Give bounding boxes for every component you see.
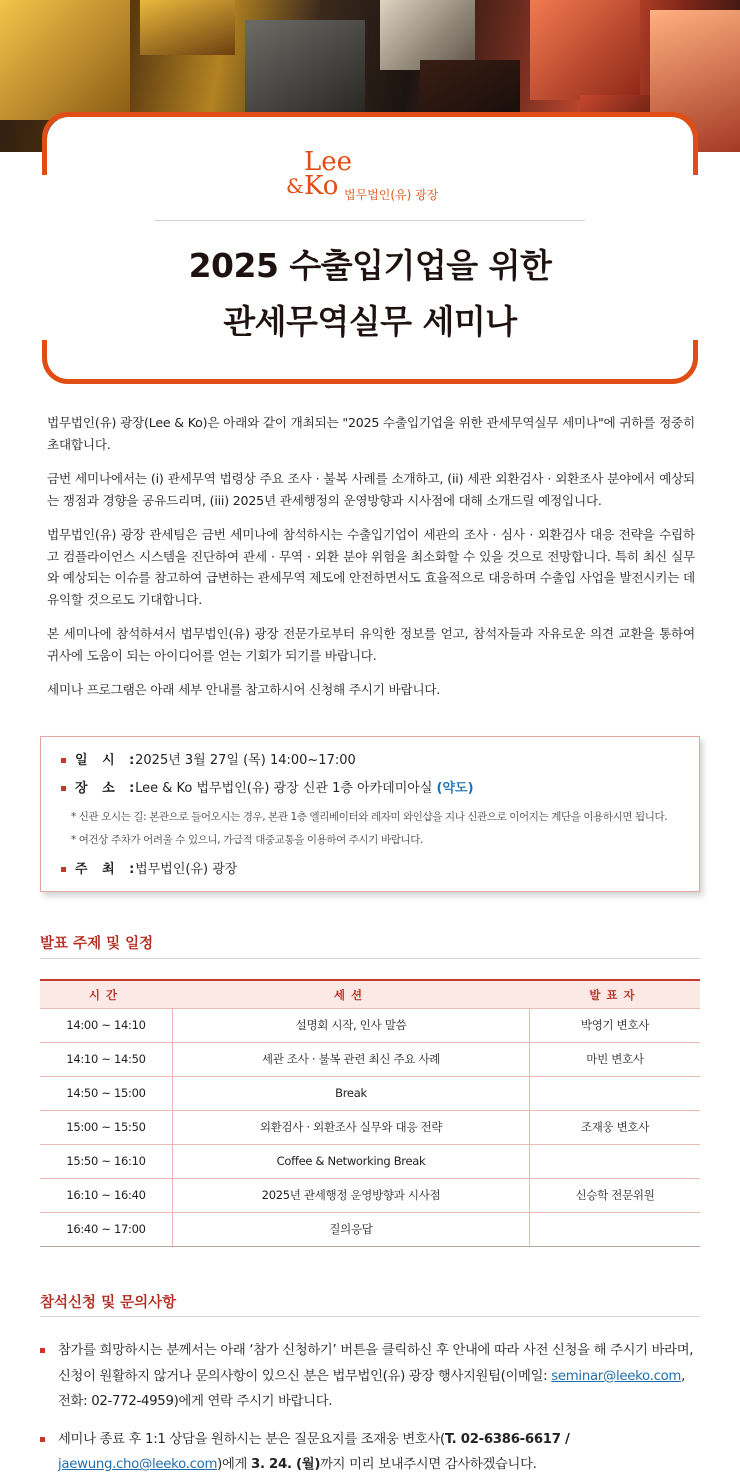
logo-lee: Lee	[304, 147, 353, 177]
hero-cube	[0, 0, 130, 120]
bullet-icon	[61, 758, 66, 763]
row-speaker: 마빈 변호사	[586, 1052, 644, 1066]
registration-item-2	[40, 1427, 700, 1478]
row-session: 설명회 시작, 인사 말씀	[172, 1009, 530, 1042]
event-info-box	[40, 736, 700, 892]
lawyer-email-link[interactable]: jaewung.cho@leeko.com	[58, 1457, 218, 1472]
logo-amp: &	[286, 174, 304, 198]
intro-paragraph: 세미나 프로그램은 아래 세부 안내를 참고하시어 신청해 주시기 바랍니다.	[47, 682, 441, 697]
seminar-email-link[interactable]: seminar@leeko.com	[551, 1368, 682, 1384]
row-session: Break	[172, 1077, 530, 1110]
place-note-1: * 신관 오시는 길: 본관으로 들어오시는 경우, 본관 1층 엘리베이터와 레자미 와인샵을 지나 신관으로 이어지는 계단을 이용하시면 됩니다.	[71, 811, 668, 823]
registration-list	[40, 1338, 700, 1483]
intro-paragraph: 법무법인(유) 광장(Lee & Ko)은 아래와 같이 개최되는 "2025 수출입기업을 위한 관세무역실무 세미나"에 귀하를 정중히 초대합니다.	[47, 415, 695, 452]
row-time: 15:50 ~ 16:10	[66, 1154, 146, 1168]
title-line-1: 2025 수출입기업을 위한	[188, 246, 552, 285]
date-label: 일 시 :	[75, 753, 140, 768]
schedule-table	[40, 979, 700, 1247]
logo-ko: Ko	[304, 171, 339, 201]
leeko-logo	[286, 147, 466, 206]
hero-cube	[140, 0, 235, 55]
place-label: 장 소 :	[75, 781, 140, 796]
info-place-row	[61, 777, 474, 796]
row-time: 16:10 ~ 16:40	[66, 1188, 146, 1202]
intro-paragraph: 본 세미나에 참석하셔서 법무법인(유) 광장 전문가로부터 유익한 정보를 얻고, 참석자들과 자유로운 의견 교환을 통하여 귀사에 도움이 되는 아이디어를 얻는 기회가 되기를 바랍니다.	[47, 626, 695, 663]
host-label: 주 최 :	[75, 862, 140, 877]
table-row	[40, 1077, 700, 1111]
bullet-icon	[61, 867, 66, 872]
bullet-icon	[40, 1437, 45, 1442]
bullet-icon	[61, 786, 66, 791]
intro-paragraph: 법무법인(유) 광장 관세팀은 금번 세미나에 참석하시는 수출입기업이 세관의 조사 · 심사 · 외환검사 대응 전략을 수립하고 컴플라이언스 시스템을 진단하여 관세 · 무역 · 외환 분야 위험을 최소화할 수 있을 것으로 전망합니다. 특히 최신 실무와 예상되는 이슈를 참고하여 급변하는 관세무역 제도에 안전하면서도 효율적으로 대응하며 수출입 사업을 발전시키는 데 유익할 것으로도 기대합니다.	[47, 527, 695, 607]
table-row	[40, 1145, 700, 1179]
section-divider	[40, 1316, 700, 1317]
row-session: 외환검사 · 외환조사 실무와 대응 전략	[172, 1111, 530, 1144]
card-gap-right	[690, 175, 700, 340]
header-session: 세션	[333, 988, 369, 1002]
logo-subtitle: 법무법인(유) 광장	[344, 188, 439, 202]
hero-cube	[530, 0, 640, 100]
card-gap-left	[40, 175, 50, 340]
row-speaker: 조재웅 변호사	[580, 1120, 650, 1134]
row-time: 14:00 ~ 14:10	[66, 1018, 146, 1032]
registration-section-title: 참석신청 및 문의사항	[40, 1295, 177, 1311]
place-note-2: * 여건상 주차가 어려울 수 있으니, 가급적 대중교통을 이용하여 주시기 바랍니다.	[71, 834, 423, 846]
schedule-section-title: 발표 주제 및 일정	[40, 936, 154, 952]
reg-text: )에게	[217, 1457, 252, 1472]
row-session: Coffee & Networking Break	[172, 1145, 530, 1178]
intro-paragraph: 금번 세미나에서는 (i) 관세무역 법령상 주요 조사 · 불복 사례를 소개하고, (ii) 세관 외환검사 · 외환조사 분야에서 예상되는 쟁점과 경향을 공유드리며, (iii) 2025년 관세행정의 운영방향과 시사점에 대해 소개드릴 예정입니다.	[47, 471, 695, 508]
table-row	[40, 1179, 700, 1213]
row-session: 세관 조사 · 불복 관련 최신 주요 사례	[172, 1043, 530, 1076]
table-row	[40, 1043, 700, 1077]
reg-deadline: 3. 24. (월)	[251, 1457, 321, 1472]
row-session: 질의응답	[172, 1213, 530, 1246]
info-host-row	[61, 858, 237, 877]
intro-text	[47, 412, 695, 714]
table-row	[40, 1009, 700, 1043]
row-time: 16:40 ~ 17:00	[66, 1222, 146, 1236]
date-value: 2025년 3월 27일 (목) 14:00~17:00	[135, 753, 356, 768]
bullet-icon	[40, 1348, 45, 1353]
row-time: 15:00 ~ 15:50	[66, 1120, 146, 1134]
row-speaker	[530, 1213, 700, 1246]
page-title	[60, 238, 680, 350]
row-speaker	[530, 1077, 700, 1110]
header-time: 시간	[88, 988, 124, 1002]
table-row	[40, 1111, 700, 1145]
table-header	[40, 979, 700, 1009]
map-link[interactable]: (약도)	[436, 781, 474, 796]
title-line-2: 관세무역실무 세미나	[223, 302, 517, 341]
info-date-row	[61, 749, 356, 768]
row-speaker: 신승학 전문위원	[575, 1188, 655, 1202]
place-value: Lee & Ko 법무법인(유) 광장 신관 1층 아카데미아실	[135, 781, 433, 796]
reg-text: 세미나 종료 후 1:1 상담을 원하시는 분은 질문요지를 조재웅 변호사(	[58, 1431, 445, 1447]
row-speaker	[530, 1145, 700, 1178]
table-row	[40, 1213, 700, 1247]
row-speaker: 박영기 변호사	[580, 1018, 650, 1032]
header-divider	[155, 220, 585, 221]
reg-text: 까지 미리 보내주시면 감사하겠습니다.	[320, 1457, 537, 1472]
row-session: 2025년 관세행정 운영방향과 시사점	[172, 1179, 530, 1212]
header-speaker: 발표자	[589, 988, 641, 1002]
reg-phone: T. 02-6386-6617 /	[444, 1431, 570, 1447]
row-time: 14:50 ~ 15:00	[66, 1086, 146, 1100]
reg-text: 참가를 희망하시는 분께서는 아래 ‘참가 신청하기’ 버튼을 클릭하신 후 안내에 따라 사전 신청을 해 주시기 바라며, 신청이 원활하지 않거나 문의사항이 있으신 분은 법무법인(유) 광장 행사지원팀(이메일:	[58, 1343, 694, 1384]
reg-text: , 전화: 02-772-4959)에게 연락 주시기 바랍니다.	[58, 1368, 686, 1409]
registration-item-1	[40, 1338, 700, 1415]
host-value: 법무법인(유) 광장	[135, 862, 238, 877]
section-divider	[40, 958, 700, 959]
row-time: 14:10 ~ 14:50	[66, 1052, 146, 1066]
